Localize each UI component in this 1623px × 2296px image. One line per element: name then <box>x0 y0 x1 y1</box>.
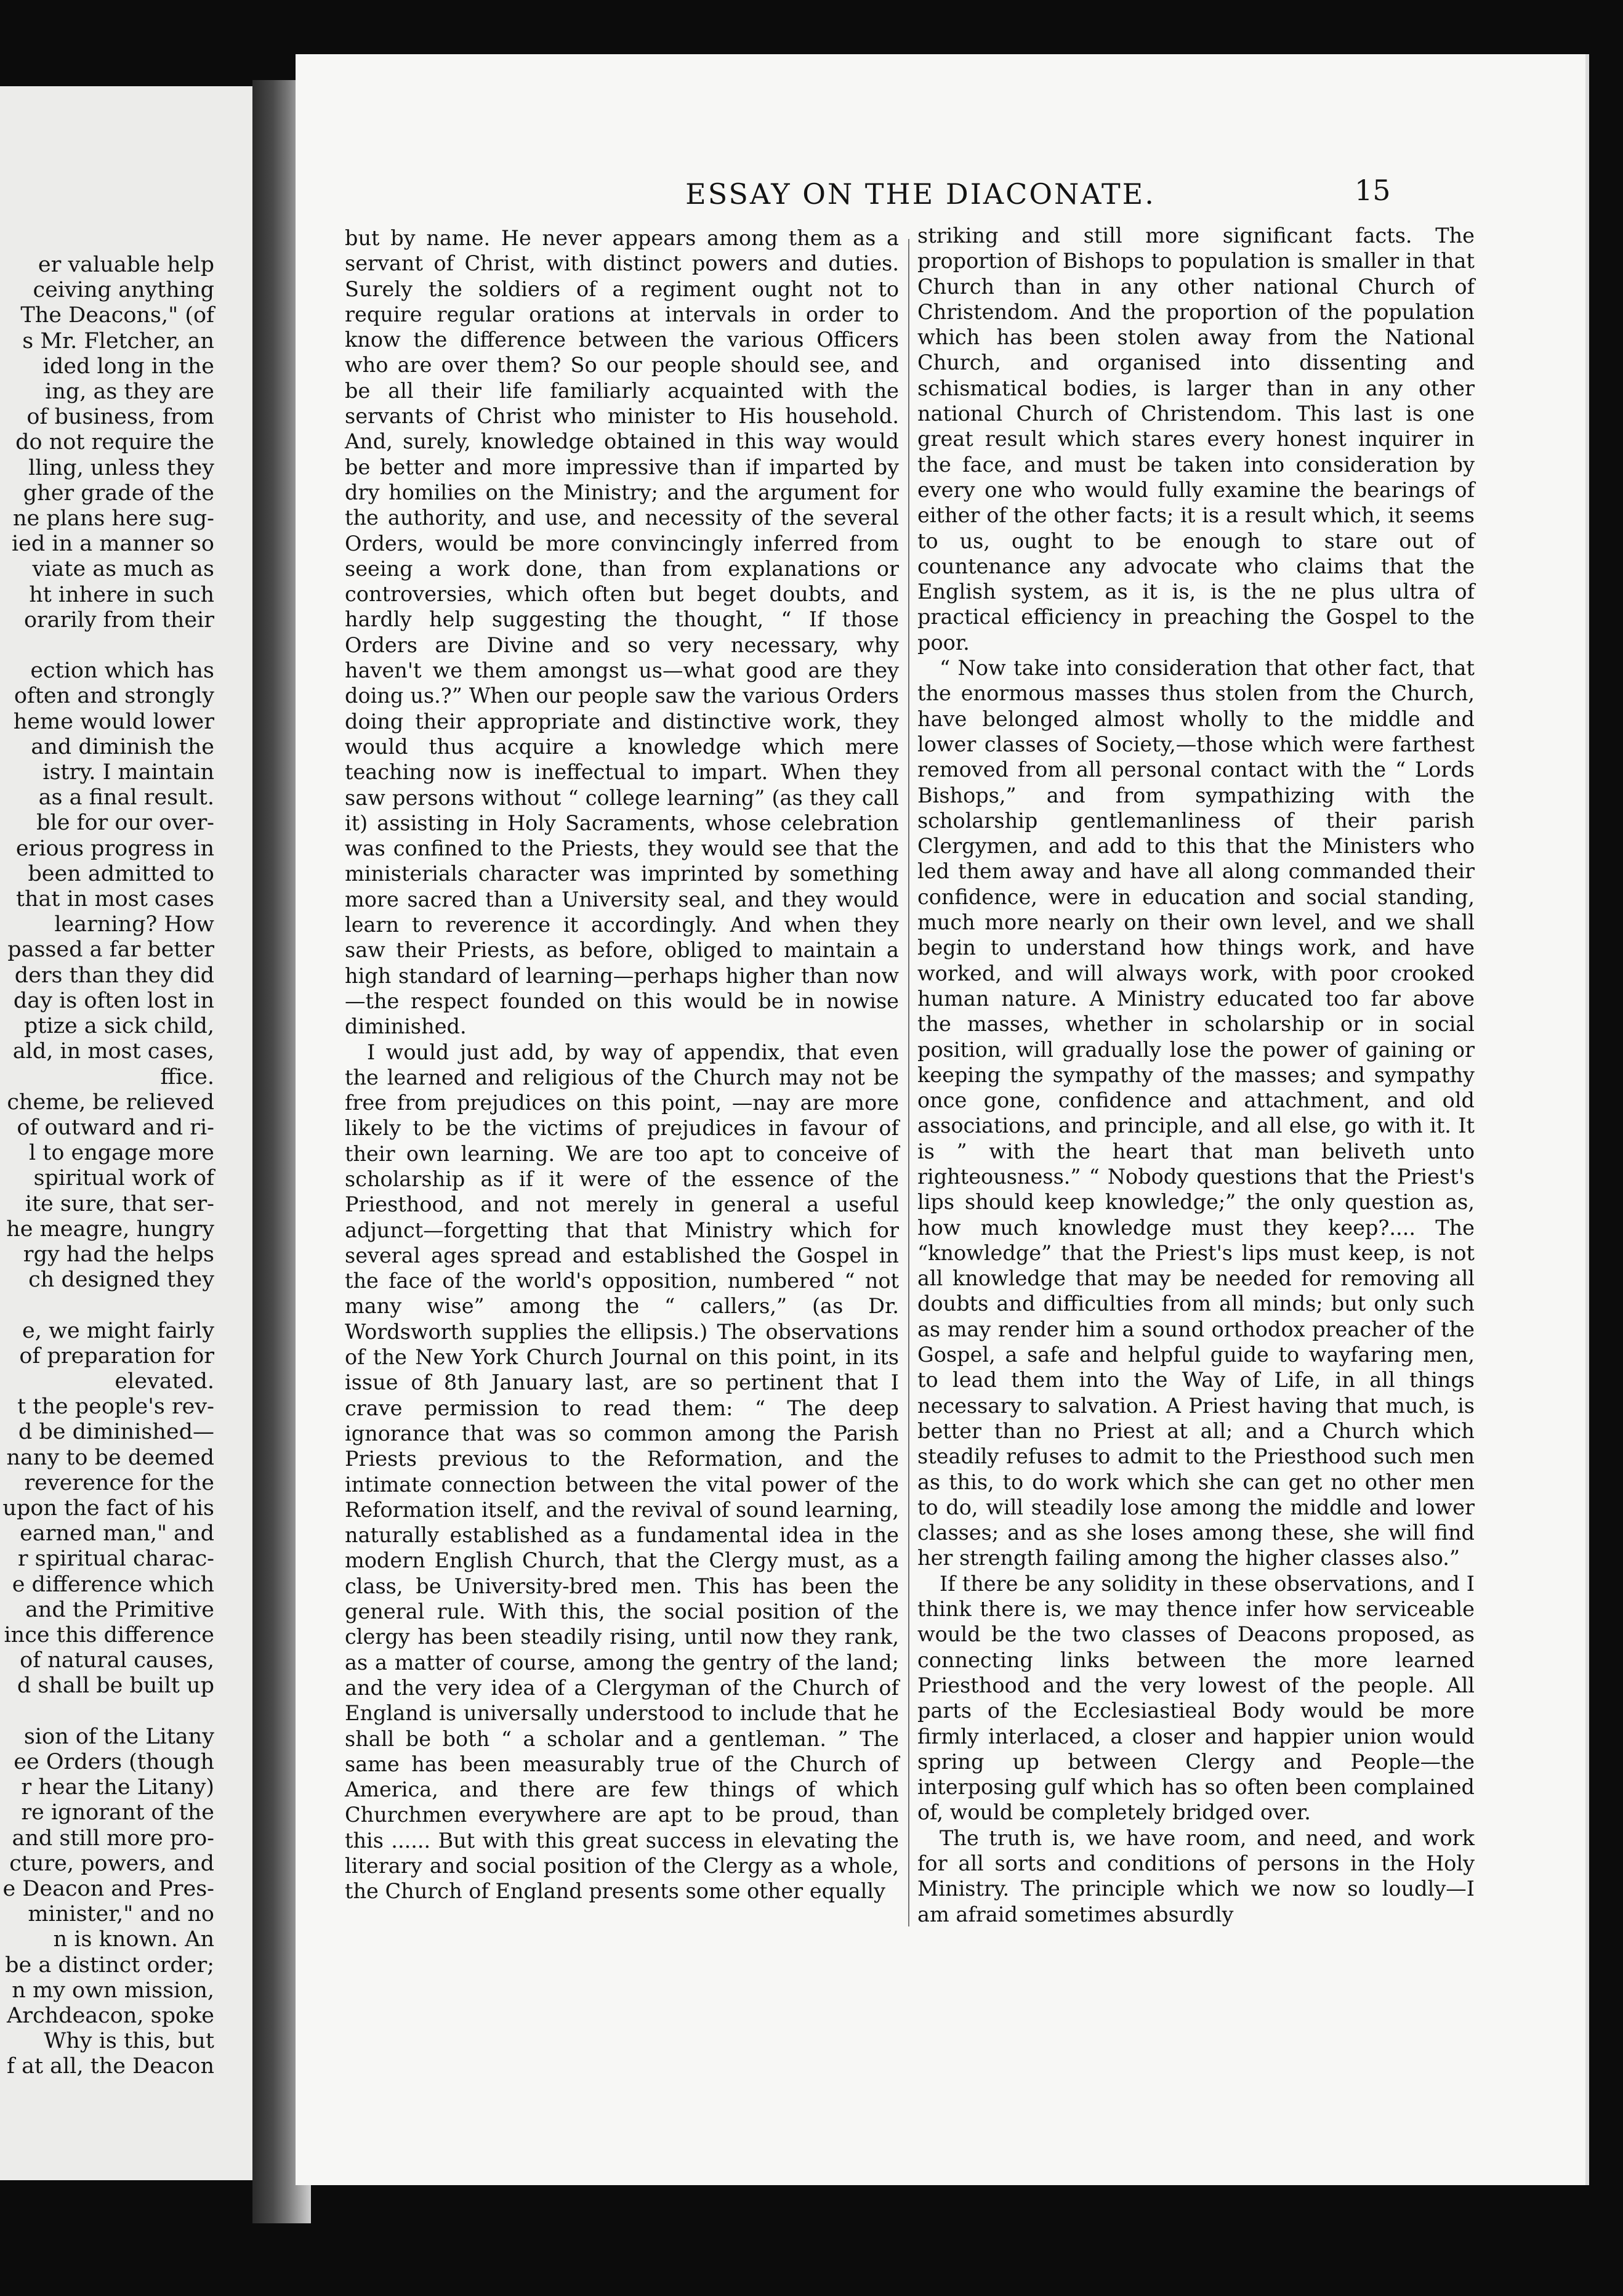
left-page-line: and the Primitive <box>25 1597 214 1622</box>
left-page-line: viate as much as <box>32 557 214 582</box>
left-page-line: r hear the Litany) <box>21 1775 214 1800</box>
left-page-line: e Deacon and Pres- <box>2 1877 214 1901</box>
left-page-line: t the people's rev- <box>17 1394 214 1420</box>
page <box>296 54 1585 2185</box>
left-page-line: er valuable help <box>38 253 214 277</box>
left-page-line: day is often lost in <box>13 988 214 1013</box>
left-page-line: do not require the <box>15 430 214 455</box>
left-page-line: ptize a sick child, <box>23 1014 214 1039</box>
left-page-line: he meagre, hungry <box>6 1216 214 1242</box>
left-page-line: spiritual work of <box>33 1166 214 1191</box>
left-page-line: re ignorant of the <box>21 1800 214 1825</box>
left-page-line: n is known. An <box>53 1927 214 1952</box>
paragraph: The truth is, we have room, and need, and work for all sorts and conditions of persons in the Holy Ministry. The principle which we now so loudly—I am afraid sometimes absurdly <box>917 1825 1475 1926</box>
left-page-line <box>0 1293 214 1318</box>
left-page-line: of business, from <box>26 405 214 430</box>
paragraph: If there be any solidity in these observations, and I think there is, we may thence infer how serviceable would be the two classes of Deacons proposed, as connecting links between the more learned Priesthood and the very lowest of the people. All parts of the Ecclesiastieal Body would be more firmly interlaced, a closer and happier union would spring up between Clergy and People—the interposing gulf which has so often been complained of, would be completely bridged over. <box>917 1571 1475 1825</box>
left-column <box>345 225 899 1904</box>
left-page-line: gher grade of the <box>23 480 214 506</box>
left-page-line <box>0 633 214 658</box>
left-page-line: e, we might fairly <box>22 1318 214 1343</box>
left-page-line: that in most cases <box>15 887 214 912</box>
left-page-line: ince this difference <box>4 1622 214 1647</box>
left-page-line <box>0 1699 214 1724</box>
left-page-line: The Deacons," (of <box>20 303 214 328</box>
paragraph: “ Now take into consideration that other fact, that the enormous masses thus stolen from the Church, have belonged almost wholly to the middle and lower classes of Society,—those which were farthest removed from all personal contact with the “ Lords Bishops,” and from sympathizing with the scholarship gentlemanliness of their parish Clergymen, and add to this that the Ministers who led them away and have all along commanded their confidence, were in education and social standing, much more nearly on their own level, and we shall begin to understand how things work, and have worked, and will always work, with poor crooked human nature. A Ministry educated too far above the masses, whether in scholarship or in social position, will gradually lose the power of gaining or keeping the sympathy of the masses; and sympathy once gone, confidence and attachment, and old associations, and principle, and all else, go with it. It is ” with the heart that man beliveth unto righteousness.” “ Nobody questions that the Priest's lips should keep knowledge;” the only question as, how much knowledge must they keep?.... The “knowledge” that the Priest's lips must keep, is not all knowledge that may be needed for removing all doubts and difficulties from all minds; but only such as may render him a sound orthodox preacher of the Gospel, a safe and helpful guide to wayfaring men, to lead them into the Way of Life, in all things necessary to salvation. A Priest having that much, is better than no Priest at all; and a Church which steadily refuses to admit to the Priesthood such men as this, to do work which she can get no other men to do, will steadily lose among the middle and lower classes; and as she loses among these, she will find her strength failing among the higher classes also.” <box>917 656 1475 1570</box>
left-page-line: nany to be deemed <box>6 1445 214 1470</box>
left-page-line: ders than they did <box>14 963 214 988</box>
left-page-line: of natural causes, <box>20 1648 214 1673</box>
left-page-line: Archdeacon, spoke <box>7 2003 214 2029</box>
left-page-line: ee Orders (though <box>14 1749 214 1774</box>
left-page-line: cture, powers, and <box>9 1851 214 1876</box>
left-page-text <box>0 253 252 2080</box>
left-page-line: ch designed they <box>28 1267 214 1293</box>
left-page-line: often and strongly <box>14 684 214 709</box>
left-page-line: ffice. <box>160 1064 214 1089</box>
left-page-line: f at all, the Deacon <box>7 2054 214 2079</box>
left-page-line: n my own mission, <box>12 1978 214 2003</box>
left-page-line: ing, as they are <box>45 379 214 405</box>
left-page-line: rgy had the helps <box>23 1242 214 1267</box>
left-page-line: ite sure, that ser- <box>25 1191 214 1216</box>
left-page-line: r spiritual charac- <box>17 1546 214 1572</box>
left-page-line: orarily from their <box>23 607 214 633</box>
paragraph: I would just add, by way of appendix, that even the learned and religious of the Church may not be free from prejudices on this point, —nay are more likely to be the victims of prejudices in favour of their own learning. We are too apt to conceive of scholarship as if it were of the essence of the Priesthood, and not merely in general a useful adjunct—forgetting that that Ministry which for several ages spread and established the Gospel in the face of the world's opposition, numbered “ not many wise” among the “ callers,” (as Dr. Wordsworth supplies the ellipsis.) The observations of the New York Church Journal on this point, in its issue of 8th January last, are so pertinent that I crave permission to read them: “ The deep ignorance that was so common among the Parish Priests previous to the Reformation, and the intimate connection between the vital power of the Reformation itself, and the revival of sound learning, naturally established as a fundamental idea in the modern English Church, that the Clergy must, as a class, be University-bred men. This has been the general rule. With this, the social position of the clergy has been steadily rising, until now they rank, as a matter of course, among the gentry of the land; and the very idea of a Clergyman of the Church of England is universally understood to include that he shall be both “ a scholar and a gentleman. ” The same has been measurably true of the Church of America, and there are few things of which Churchmen everywhere are apt to be proud, than this ...... But with this great success in elevating the literary and social position of the Clergy as a whole, the Church of England presents some other equally <box>345 1040 899 1904</box>
left-page-line: ne plans here sug- <box>12 506 214 532</box>
left-page-line: learning? How <box>54 912 214 937</box>
left-page-line: ided long in the <box>42 354 214 379</box>
left-page-line: istry. I maintain <box>42 760 214 785</box>
page-number: 15 <box>1355 174 1391 207</box>
left-page-line: earned man," and <box>20 1521 214 1546</box>
left-page-line: be a distinct order; <box>5 1952 214 1978</box>
left-page-line: sion of the Litany <box>23 1724 214 1749</box>
left-page-line: of outward and ri- <box>17 1115 214 1140</box>
left-page-line: e difference which <box>12 1572 214 1597</box>
left-page-line: and still more pro- <box>12 1825 214 1851</box>
left-page-line: ection which has <box>30 658 214 684</box>
left-page-line: ied in a manner so <box>11 532 214 557</box>
left-page-line: cheme, be relieved <box>7 1089 214 1115</box>
right-column <box>917 223 1475 1927</box>
left-page-line: as a final result. <box>38 785 214 810</box>
running-title: ESSAY ON THE DIACONATE. <box>685 177 1156 211</box>
left-page-line: ceiving anything <box>33 278 214 303</box>
page-header <box>296 174 1585 214</box>
left-page-line: been admitted to <box>28 861 214 886</box>
left-page-line: Why is this, but <box>44 2029 214 2054</box>
left-page-line: heme would lower <box>13 709 214 734</box>
left-page-line: upon the fact of his <box>2 1495 214 1521</box>
left-page-line: minister," and no <box>28 1902 214 1927</box>
left-page-line: ble for our over- <box>36 810 214 836</box>
left-page-fragment <box>0 86 252 2180</box>
left-page-line: lling, unless they <box>28 455 214 480</box>
left-page-line: s Mr. Fletcher, an <box>22 328 214 354</box>
left-page-line: and diminish the <box>31 734 214 759</box>
left-page-line: ht inhere in such <box>29 582 214 607</box>
left-page-line: d be diminished— <box>18 1420 214 1445</box>
paragraph: striking and still more significant facts. The proportion of Bishops to population is smaller in that Church than in any other national Church of Christendom. And the proportion of the population which has been stolen away from the National Church, and organised into dissenting and schismatical bodies, is larger than in any other national Church of Christendom. This last is one great result which stares every honest inquirer in the face, and must be taken into consideration by every one who would fully examine the bearings of either of the other facts; it is a result which, it seems to us, ought to be enough to stare out of countenance any advocate who claims that the English system, as it is, is the ne plus ultra of practical efficiency in preaching the Gospel to the poor. <box>917 224 1475 655</box>
left-page-line: passed a far better <box>7 937 214 963</box>
left-page-line: d shall be built up <box>17 1673 214 1699</box>
column-divider <box>908 239 909 1926</box>
left-page-line: erious progress in <box>15 836 214 861</box>
left-page-line: reverence for the <box>24 1470 214 1495</box>
left-page-line: elevated. <box>115 1368 214 1394</box>
left-page-line: l to engage more <box>28 1141 214 1166</box>
left-page-line: of preparation for <box>19 1343 214 1368</box>
paragraph: but by name. He never appears among them as a servant of Christ, with distinct powers and duties. Surely the soldiers of a regiment ought not to require regular orations at intervals in order to know the difference between the various Officers who are over them? So our people should see, and be all their life familiarly acquainted with the servants of Christ who minister to His household. And, surely, knowledge obtained in this way would be better and more impressive than if imparted by dry homilies on the Ministry; and the argument for the authority, and use, and necessity of the several Orders, would be more convincingly inferred from seeing a work done, than from explanations or controversies, which often but beget doubts, and hardly help suggesting the thought, “ If those Orders are Divine and so very necessary, why haven't we them amongst us—what good are they doing us.?” When our people saw the various Orders doing their appropriate and distinctive work, they would thus acquire a knowledge which mere teaching now is ineffectual to impart. When they saw persons without “ college learning” (as they call it) assisting in Holy Sacraments, whose celebration was confined to the Priests, they would see that the ministerials character was imprinted by something more sacred than a University seal, and they would learn to reverence it accordingly. And when they saw their Priests, as before, obliged to maintain a high standard of learning—perhaps higher than now—the respect founded on this would be in nowise diminished. <box>345 226 899 1039</box>
left-page-line: ald, in most cases, <box>12 1039 214 1064</box>
